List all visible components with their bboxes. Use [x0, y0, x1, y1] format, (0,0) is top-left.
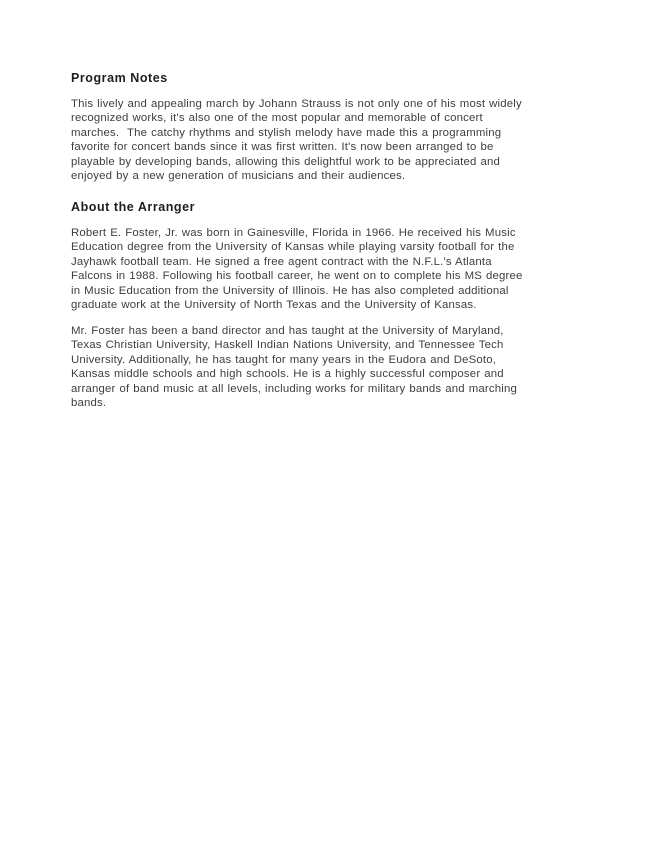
text-line: University. Additionally, he has taught for many years in the Eudora and DeSoto, [71, 353, 497, 366]
text-line: arranger of band music at all levels, including works for military bands and marching [71, 382, 518, 395]
program-notes-heading: Program Notes [71, 71, 168, 85]
about-arranger-heading: About the Arranger [71, 199, 196, 214]
text-line: Robert E. Foster, Jr. was born in Gainesville, Florida in 1966. He received his Music [71, 226, 516, 239]
text-line: Kansas middle schools and high schools. He is a highly successful composer and [71, 368, 504, 381]
text-line: favorite for concert bands since it was first written. It's now been arranged to be [71, 141, 494, 154]
text-line: graduate work at the University of North Texas and the University of Kansas. [71, 298, 477, 311]
text-line: in Music Education from the University of Illinois. He has also completed additional [71, 284, 509, 297]
text-line: Mr. Foster has been a band director and has taught at the University of Maryland, [71, 324, 504, 337]
arranger-bio-paragraph-1 [71, 226, 581, 312]
program-notes-paragraph [71, 97, 581, 183]
text-line: bands. [71, 396, 107, 409]
text-line: Education degree from the University of Kansas while playing varsity football for the [71, 241, 515, 254]
arranger-bio-paragraph-2 [71, 324, 581, 410]
text-line: This lively and appealing march by Johann Strauss is not only one of his most widely [71, 98, 522, 110]
text-line: Falcons in 1988. Following his football career, he went on to complete his MS degree [71, 270, 523, 283]
text-line: enjoyed by a new generation of musicians and their audiences. [71, 170, 406, 183]
text-line: marches. The catchy rhythms and stylish melody have made this a programming [71, 126, 502, 139]
text-line: recognized works, it's also one of the most popular and memorable of concert [71, 112, 483, 125]
text-line: playable by developing bands, allowing this delightful work to be appreciated and [71, 155, 500, 168]
text-line: Jayhawk football team. He signed a free agent contract with the N.F.L.'s Atlanta [71, 255, 492, 268]
text-line: Texas Christian University, Haskell Indian Nations University, and Tennessee Tech [71, 339, 504, 352]
document-content [71, 71, 581, 410]
